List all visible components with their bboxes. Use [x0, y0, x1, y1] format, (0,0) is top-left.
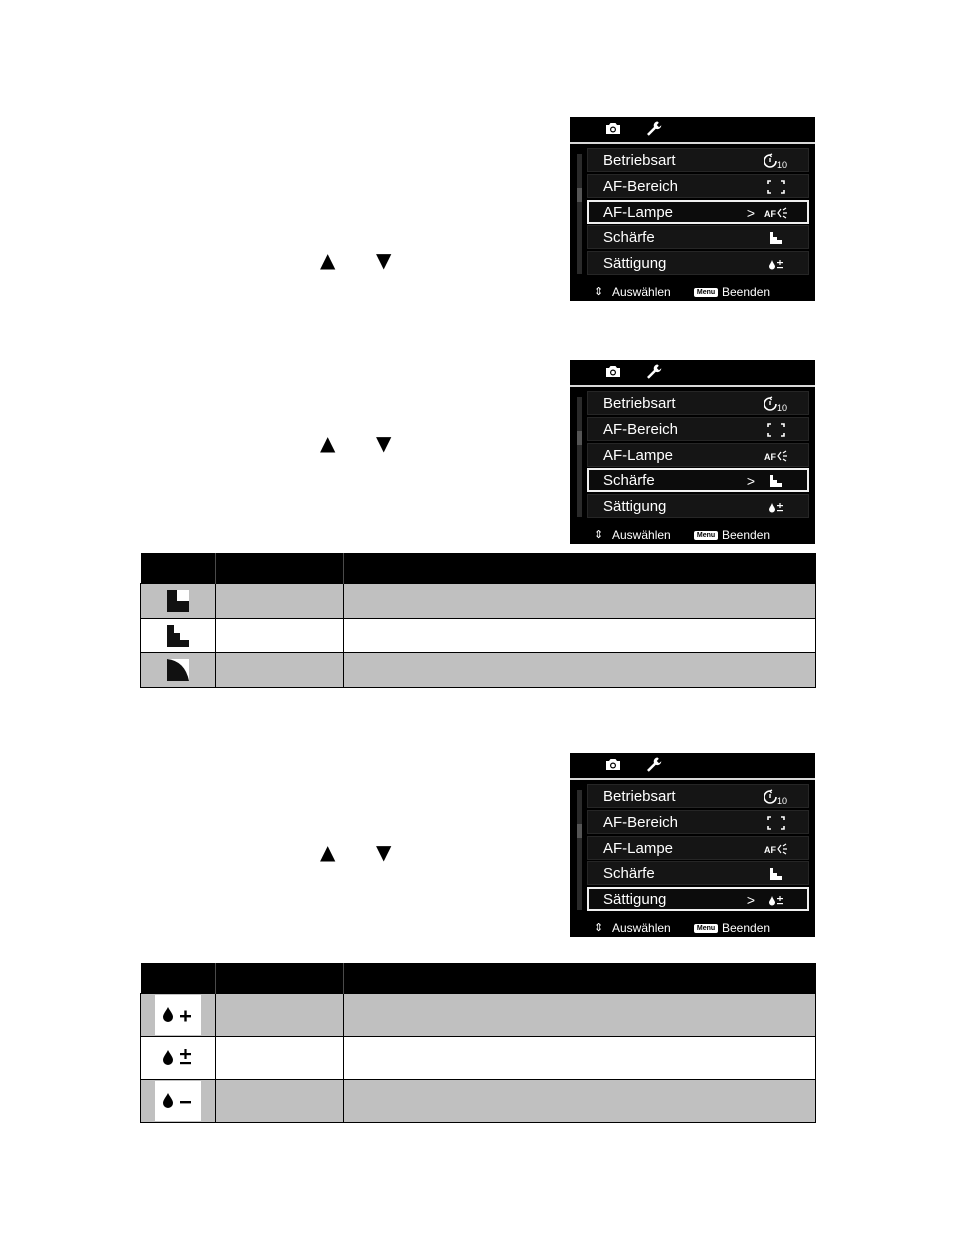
menu-item[interactable] [587, 784, 809, 808]
saturation-normal-icon [155, 1038, 201, 1078]
exit-hint: Beenden [722, 285, 771, 299]
description-cell [344, 994, 816, 1037]
description-cell [344, 1080, 816, 1123]
af-area-brackets-icon [764, 815, 788, 831]
mode-name-cell [216, 584, 344, 619]
scrollbar-thumb[interactable] [577, 824, 582, 838]
menu-item-label: Betriebsart [603, 152, 676, 169]
table-header-row [141, 963, 816, 994]
menu-item[interactable] [587, 836, 809, 860]
menu-button-icon: Menu [694, 924, 718, 933]
self-timer-icon [764, 789, 788, 805]
tab-divider [570, 778, 815, 780]
table-row [141, 653, 816, 688]
up-arrow-icon: ▲ [320, 840, 336, 864]
down-arrow-icon: ▼ [376, 431, 392, 455]
menu-item-label: AF-Lampe [603, 446, 674, 464]
saturation-normal-icon [764, 256, 788, 272]
down-arrow-icon: ▼ [376, 248, 392, 272]
sharpness-soft-icon [167, 659, 189, 681]
icon-cell [141, 1080, 216, 1123]
menu-item[interactable] [587, 200, 809, 224]
menu-item[interactable] [587, 861, 809, 885]
svg-text:10: 10 [777, 403, 788, 412]
saturation-normal-icon [764, 892, 788, 908]
menu-item-label: Schärfe [603, 229, 655, 247]
select-hint: Auswählen [612, 528, 671, 542]
select-hint: Auswählen [612, 285, 671, 299]
self-timer-icon [764, 153, 788, 169]
af-lamp-icon [764, 448, 788, 464]
menu-item-label: Sättigung [603, 891, 667, 909]
icon-cell [141, 584, 216, 619]
af-lamp-icon [764, 205, 788, 221]
menu-button-icon: Menu [694, 288, 718, 297]
menu-item-label: Betriebsart [603, 395, 676, 412]
menu-item[interactable] [587, 443, 809, 467]
tab-divider [570, 385, 815, 387]
exit-hint: Beenden [722, 528, 771, 542]
saturation-normal-icon [764, 499, 788, 515]
settings-wrench-tab-icon[interactable] [645, 756, 663, 773]
menu-scrollbar[interactable] [577, 790, 582, 910]
menu-button-icon: Menu [694, 531, 718, 540]
menu-tab-bar [570, 753, 815, 777]
saturation-low-icon [155, 1081, 201, 1121]
description-cell [344, 584, 816, 619]
saturation-options-table [140, 963, 816, 1123]
menu-item[interactable] [587, 251, 809, 275]
mode-name-cell [216, 653, 344, 688]
navigate-arrows-icon: ⇕ [594, 286, 604, 298]
down-arrow-icon: ▼ [376, 840, 392, 864]
navigate-arrows-icon: ⇕ [594, 922, 604, 934]
exit-hint: Beenden [722, 921, 771, 935]
camera-menu-screen-schaerfe [570, 360, 815, 544]
icon-cell [141, 619, 216, 653]
icon-cell [141, 653, 216, 688]
svg-text:AF: AF [764, 451, 776, 462]
menu-scrollbar[interactable] [577, 154, 582, 274]
svg-text:10: 10 [777, 160, 788, 169]
menu-tab-bar [570, 360, 815, 384]
camera-menu-screen-af-lampe [570, 117, 815, 301]
menu-item-label: AF-Bereich [603, 177, 679, 195]
af-lamp-icon [764, 841, 788, 857]
menu-item[interactable] [587, 494, 809, 518]
menu-item-label: AF-Bereich [603, 813, 679, 831]
description-cell [344, 653, 816, 688]
sharpness-normal-icon [764, 230, 788, 246]
icon-cell [141, 1037, 216, 1080]
mode-name-cell [216, 619, 344, 653]
menu-item-label: AF-Lampe [603, 839, 674, 857]
description-cell [344, 619, 816, 653]
menu-footer [570, 527, 815, 544]
scrollbar-thumb[interactable] [577, 431, 582, 445]
saturation-high-icon [155, 995, 201, 1035]
table-row [141, 1080, 816, 1123]
menu-scrollbar[interactable] [577, 397, 582, 517]
up-arrow-icon: ▲ [320, 248, 336, 272]
chevron-right-icon: > [746, 892, 755, 909]
menu-item[interactable] [587, 810, 809, 834]
menu-item[interactable] [587, 391, 809, 415]
table-row [141, 584, 816, 619]
menu-item-label: Sättigung [603, 255, 667, 273]
menu-footer [570, 284, 815, 301]
svg-text:10: 10 [777, 796, 788, 805]
menu-item[interactable] [587, 148, 809, 172]
sharpness-normal-icon [764, 866, 788, 882]
scrollbar-thumb[interactable] [577, 188, 582, 202]
table-row [141, 1037, 816, 1080]
sharpness-options-table [140, 553, 816, 688]
menu-item[interactable] [587, 225, 809, 249]
self-timer-icon [764, 396, 788, 412]
icon-cell [141, 994, 216, 1037]
menu-item[interactable] [587, 887, 809, 911]
sharpness-normal-icon [167, 625, 189, 647]
menu-item-label: AF-Lampe [603, 203, 674, 221]
menu-tab-bar [570, 117, 815, 141]
up-arrow-icon: ▲ [320, 431, 336, 455]
mode-name-cell [216, 994, 344, 1037]
select-hint: Auswählen [612, 921, 671, 935]
description-cell [344, 1037, 816, 1080]
tab-divider [570, 142, 815, 144]
menu-item-label: AF-Bereich [603, 420, 679, 438]
navigate-arrows-icon: ⇕ [594, 529, 604, 541]
camera-tab-icon[interactable] [604, 120, 622, 137]
chevron-right-icon: > [746, 204, 755, 221]
menu-item[interactable] [587, 417, 809, 441]
chevron-right-icon: > [746, 473, 755, 490]
settings-wrench-tab-icon[interactable] [645, 363, 663, 380]
menu-footer [570, 920, 815, 937]
menu-item-label: Betriebsart [603, 788, 676, 805]
table-header-row [141, 553, 816, 584]
table-row [141, 619, 816, 653]
settings-wrench-tab-icon[interactable] [645, 120, 663, 137]
sharpness-sharp-icon [167, 590, 189, 612]
mode-name-cell [216, 1037, 344, 1080]
af-area-brackets-icon [764, 422, 788, 438]
af-area-brackets-icon [764, 179, 788, 195]
mode-name-cell [216, 1080, 344, 1123]
camera-menu-screen-saettigung [570, 753, 815, 937]
svg-text:AF: AF [764, 208, 776, 219]
camera-tab-icon[interactable] [604, 363, 622, 380]
menu-item[interactable] [587, 174, 809, 198]
camera-tab-icon[interactable] [604, 756, 622, 773]
menu-item-label: Schärfe [603, 472, 655, 490]
menu-item[interactable] [587, 468, 809, 492]
menu-item-label: Schärfe [603, 865, 655, 883]
menu-item-label: Sättigung [603, 498, 667, 516]
sharpness-normal-icon [764, 473, 788, 489]
table-row [141, 994, 816, 1037]
svg-text:AF: AF [764, 844, 776, 855]
